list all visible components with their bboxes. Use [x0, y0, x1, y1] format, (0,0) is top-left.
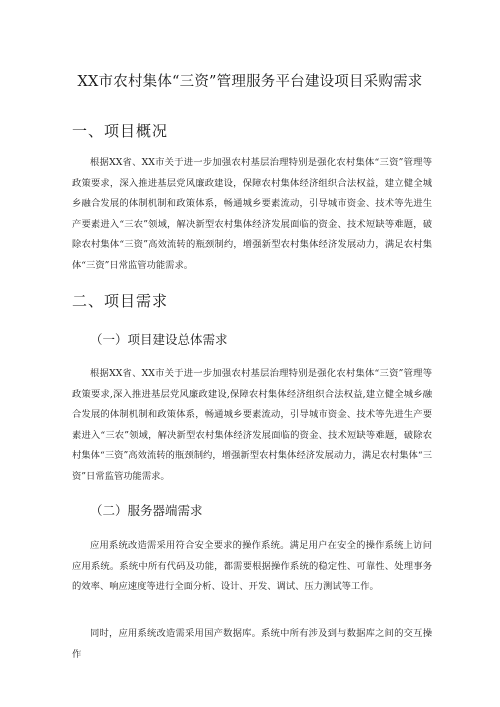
document-title: XX市农村集体“三资”管理服务平台建设项目采购需求 [77, 74, 423, 90]
section-heading-overview: 一、项目概况 [72, 122, 169, 140]
overview-paragraph: 根据XX省、XX市关于进一步加强农村基层治理特别是强化农村集体“三资”管理等政策要求，深入推进基层党风廉政建设，保障农村集体经济组织合法权益，建立健全城乡融合发展的体制机制和政策体系，畅通城乡要素流动，引导城市资金、技术等先进生产要素进入“三农”领域，解决新型农村集体经济发展面临的资金、技术短缺等难题，破除农村集体“三资”高效流转的瓶颈制约，增强新型农村集体经济发展动力，满足农村集体“三资”日常监管功能需求。 [72, 157, 432, 271]
subsection-heading-server: （二）服务器端需求 [90, 503, 203, 518]
subsection-heading-overall: （一）项目建设总体需求 [90, 332, 228, 347]
section-heading-requirements: 二、项目需求 [72, 292, 169, 310]
server-requirements-paragraph-2: 同时，应用系统改造需采用国产数据库。系统中所有涉及到与数据库之间的交互操作 [72, 628, 432, 660]
server-requirements-paragraph-1: 应用系统改造需采用符合安全要求的操作系统。满足用户在安全的操作系统上访问应用系统。系统中所有代码及功能，都需要根据操作系统的稳定性、可靠性、处理事务的效率、响应速度等进行全面分析、设计、开发、调试、压力测试等工作。 [72, 540, 432, 593]
overall-requirements-paragraph: 根据XX省、XX市关于进一步加强农村基层治理特别是强化农村集体“三资”管理等政策要求,深入推进基层党风廉政建设,保障农村集体经济组织合法权益,建立健全城乡融合发展的体制机制和政策体系，畅通城乡要素流动，引导城市资金、技术等先进生产要素进入“三农”领域，解决新型农村集体经济发展面临的资金、技术短缺等难题，破除农村集体“三资”高效流转的瓶颈制约，增强新型农村集体经济发展动力，满足农村集体“三资”日常监管功能需求。 [72, 368, 432, 482]
